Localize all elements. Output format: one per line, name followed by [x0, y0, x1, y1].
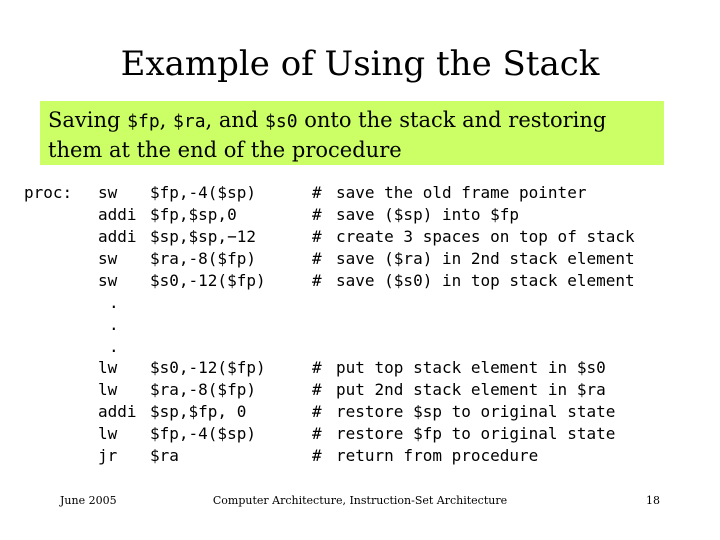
comment: save the old frame pointer: [336, 183, 587, 202]
callout-text-part: onto the stack and restoring: [297, 108, 607, 132]
comment-marker: #: [312, 424, 322, 443]
comment-marker: #: [312, 183, 322, 202]
code-line: [0, 226, 720, 248]
footer-course: Computer Architecture, Instruction-Set Architecture: [212, 494, 508, 507]
code-line: [0, 445, 720, 467]
opcode: sw: [98, 249, 118, 268]
opcode: lw: [98, 358, 118, 377]
code-line: [0, 204, 720, 226]
operands: $ra: [150, 446, 179, 465]
code-line: [0, 270, 720, 292]
comment-marker: #: [312, 205, 322, 224]
operands: $ra,-8($fp): [150, 249, 256, 268]
operands: $fp,-4($sp): [150, 183, 256, 202]
code-line: [0, 401, 720, 423]
assembly-code: [0, 182, 720, 472]
operands: $sp,$sp,−12: [150, 227, 256, 246]
code-line: [0, 423, 720, 445]
comment: create 3 spaces on top of stack: [336, 227, 635, 246]
register-fp: $fp: [127, 111, 160, 132]
ellipsis-line: [0, 314, 720, 336]
code-line: [0, 248, 720, 270]
callout-text: [48, 106, 658, 165]
comment-marker: #: [312, 227, 322, 246]
register-ra: $ra: [173, 111, 206, 132]
comment: save ($ra) in 2nd stack element: [336, 249, 635, 268]
comment-marker: #: [312, 249, 322, 268]
proc-label: proc:: [24, 183, 73, 202]
opcode: sw: [98, 271, 118, 290]
opcode: addi: [98, 227, 137, 246]
comment-marker: #: [312, 446, 322, 465]
ellipsis-line: [0, 336, 720, 358]
ellipsis-line: [0, 292, 720, 314]
comment: return from procedure: [336, 446, 539, 465]
operands: $ra,-8($fp): [150, 380, 256, 399]
operands: $sp,$fp, 0: [150, 402, 247, 421]
register-s0: $s0: [265, 111, 298, 132]
operands: $fp,-4($sp): [150, 424, 256, 443]
opcode: addi: [98, 402, 137, 421]
comment: save ($sp) into $fp: [336, 205, 520, 224]
comment-marker: #: [312, 402, 322, 421]
code-line: [0, 357, 720, 379]
operands: $fp,$sp,0: [150, 205, 237, 224]
opcode: lw: [98, 380, 118, 399]
comment-marker: #: [312, 271, 322, 290]
comment: save ($s0) in top stack element: [336, 271, 635, 290]
operands: $s0,-12($fp): [150, 358, 266, 377]
footer-page-number: 18: [646, 494, 660, 507]
opcode: sw: [98, 183, 118, 202]
comment: restore $sp to original state: [336, 402, 616, 421]
footer-date: June 2005: [60, 494, 117, 507]
opcode: jr: [98, 446, 118, 465]
callout-text-part: , and: [205, 108, 266, 132]
code-line: [0, 379, 720, 401]
opcode: addi: [98, 205, 137, 224]
ellipsis-dot: .: [109, 337, 119, 356]
comment-marker: #: [312, 358, 322, 377]
operands: $s0,-12($fp): [150, 271, 266, 290]
code-line: [0, 182, 720, 204]
comment: put 2nd stack element in $ra: [336, 380, 606, 399]
callout-text-part: Saving: [48, 108, 128, 132]
opcode: lw: [98, 424, 118, 443]
callout-text-line2: them at the end of the procedure: [48, 138, 402, 162]
ellipsis-dot: .: [109, 315, 119, 334]
comment: put top stack element in $s0: [336, 358, 606, 377]
callout-text-part: ,: [159, 108, 174, 132]
comment: restore $fp to original state: [336, 424, 616, 443]
slide-title: Example of Using the Stack: [120, 44, 600, 84]
ellipsis-dot: .: [109, 293, 119, 312]
comment-marker: #: [312, 380, 322, 399]
